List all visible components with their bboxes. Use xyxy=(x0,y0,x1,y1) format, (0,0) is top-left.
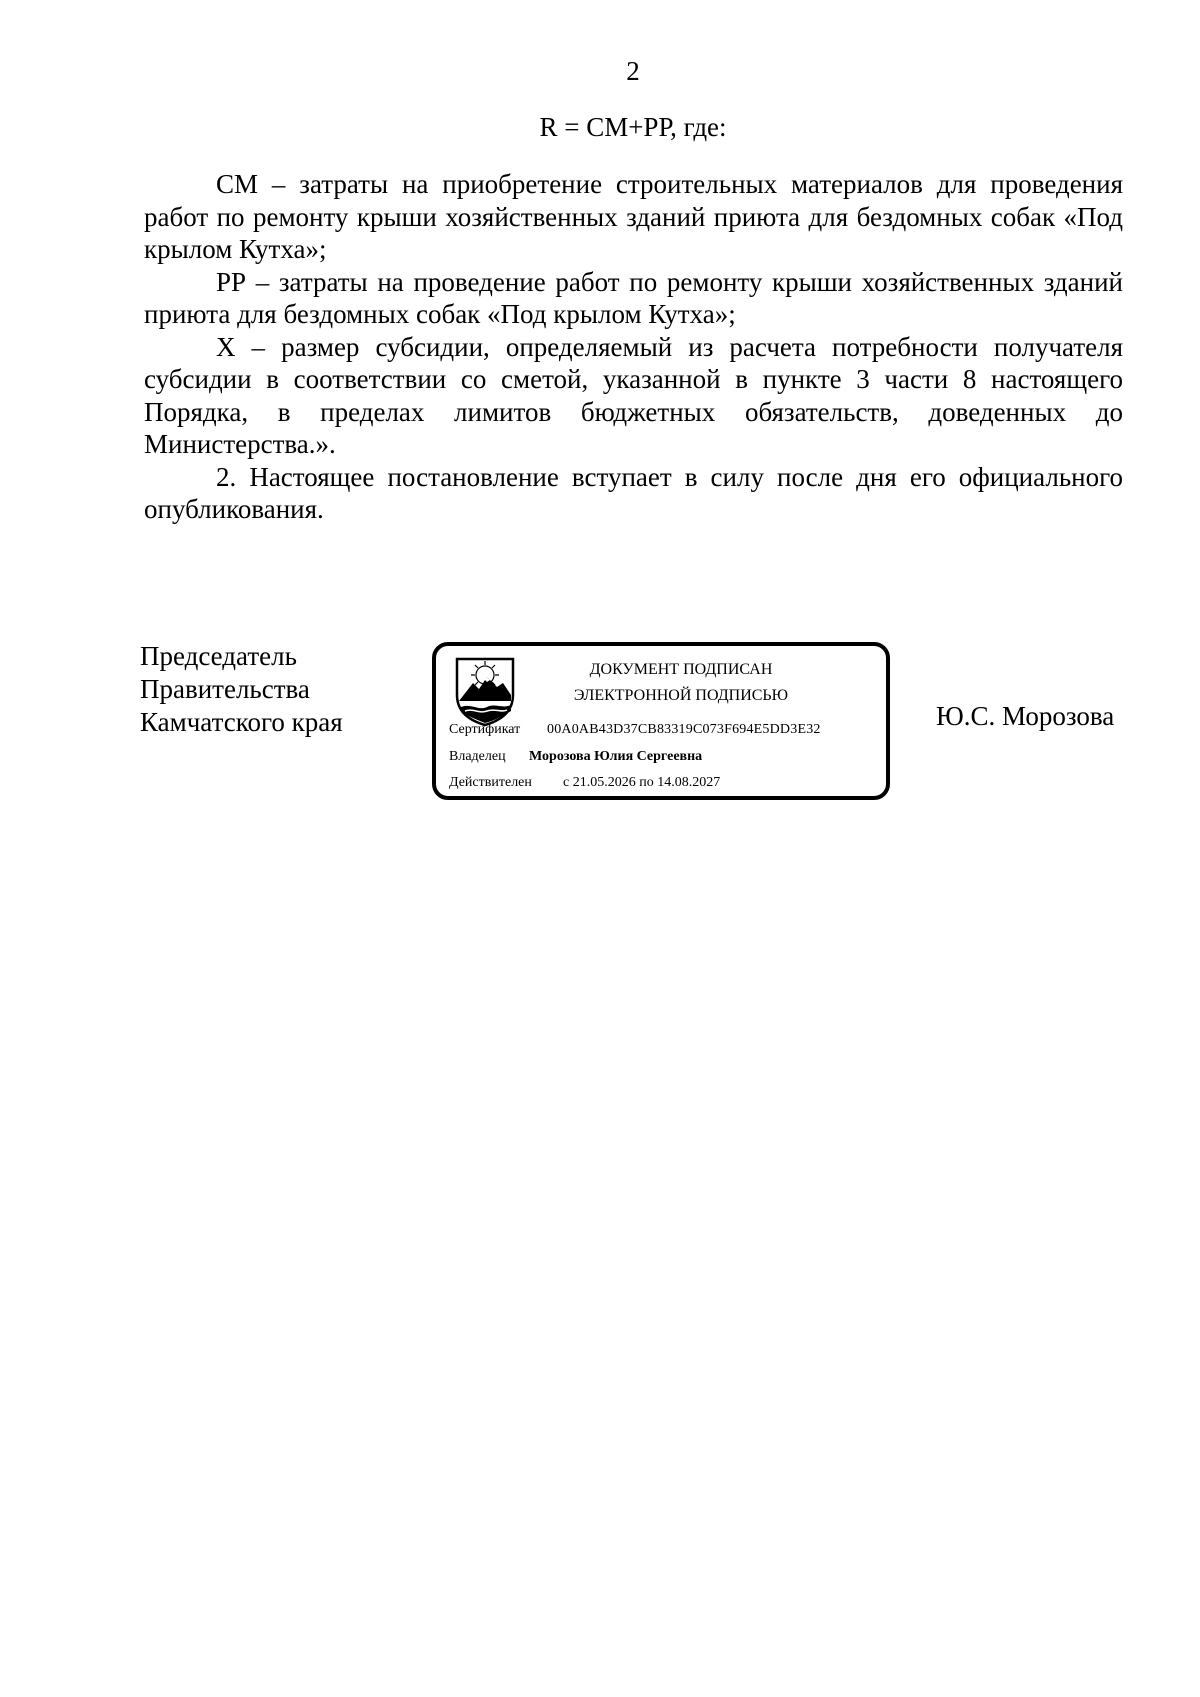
formula: R = СМ+РР, где: xyxy=(539,112,727,142)
stamp-title-line: ЭЛЕКТРОННОЙ ПОДПИСЬЮ xyxy=(573,687,789,704)
signatory-title xyxy=(140,640,343,739)
paragraph-pp-definition: РР – затраты на проведение работ по ремонту крыши хозяйственных зданий приюта для бездомных собак «Под крылом Кутха»; xyxy=(144,266,1123,329)
owner-row xyxy=(449,749,703,765)
electronic-signature-stamp xyxy=(432,642,890,800)
document-body xyxy=(144,168,1123,526)
certificate-value: 00A0AB43D37CB83319C073F694E5DD3E32 xyxy=(547,722,821,737)
owner-value: Морозова Юлия Сергеевна xyxy=(529,749,703,764)
paragraph-cm-definition: СМ – затраты на приобретение строительных материалов для проведения работ по ремонту крыши хозяйственных зданий приюта для бездомных собак «Под крылом Кутха»; xyxy=(144,169,1123,264)
validity-value: с 21.05.2026 по 14.08.2027 xyxy=(563,775,721,790)
paragraph-entry-into-force: 2. Настоящее постановление вступает в силу после дня его официального опубликования. xyxy=(144,461,1123,524)
signatory-title-line: Правительства xyxy=(140,674,310,704)
certificate-label: Сертификат xyxy=(449,722,521,737)
stamp-title xyxy=(536,657,826,709)
page-number: 2 xyxy=(626,56,640,86)
signatory-name: Ю.С. Морозова xyxy=(936,701,1115,731)
stamp-title-line: ДОКУМЕНТ ПОДПИСАН xyxy=(589,661,773,678)
paragraph-x-definition: X – размер субсидии, определяемый из расчета потребности получателя субсидии в соответствии со сметой, указанной в пункте 3 части 8 настоящего Порядка, в пределах лимитов бюджетных обязательств, доведенных до Министерства.». xyxy=(144,331,1123,459)
certificate-row xyxy=(449,722,821,738)
signatory-title-line: Председатель xyxy=(140,641,297,671)
validity-label: Действителен xyxy=(449,775,532,790)
owner-label: Владелец xyxy=(449,749,506,764)
signatory-title-line: Камчатского края xyxy=(140,707,343,737)
validity-row xyxy=(449,775,721,791)
kamchatka-emblem-icon xyxy=(451,655,519,727)
